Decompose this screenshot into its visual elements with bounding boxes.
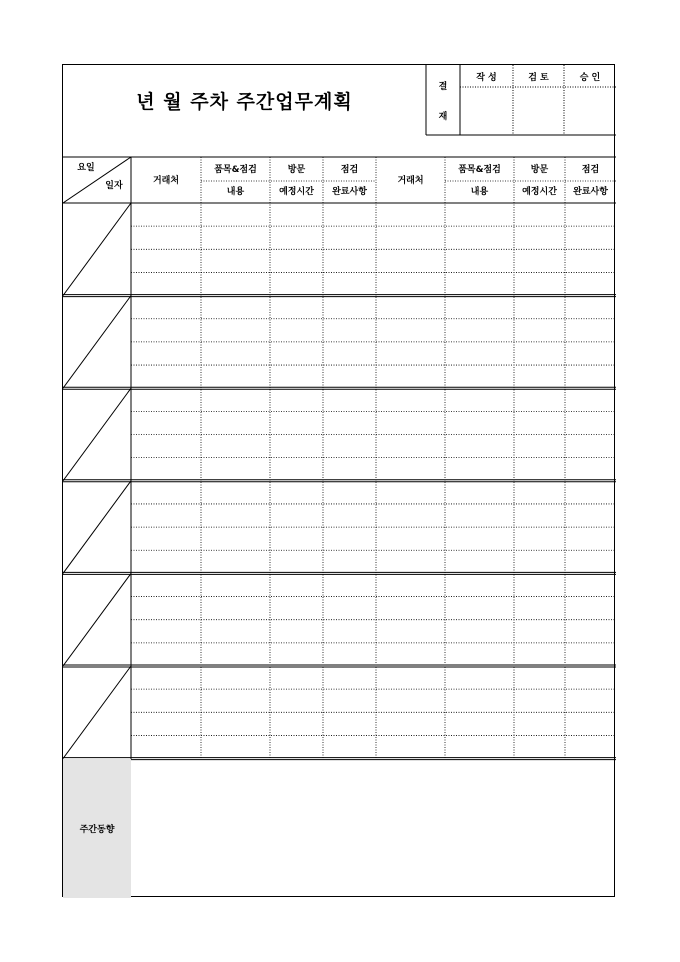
- plan-cell[interactable]: [323, 411, 376, 434]
- plan-cell[interactable]: [376, 226, 445, 249]
- plan-cell[interactable]: [565, 226, 616, 249]
- plan-cell[interactable]: [270, 712, 323, 735]
- plan-cell[interactable]: [201, 527, 270, 550]
- plan-cell[interactable]: [514, 504, 565, 527]
- approval-role-approver: 승 인: [579, 72, 601, 83]
- date-cell[interactable]: [63, 481, 131, 574]
- plan-cell[interactable]: [376, 666, 445, 689]
- plan-cell[interactable]: [270, 203, 323, 226]
- plan-cell[interactable]: [270, 458, 323, 481]
- plan-cell[interactable]: [514, 272, 565, 295]
- plan-cell[interactable]: [201, 689, 270, 712]
- plan-cell[interactable]: [201, 620, 270, 643]
- approval-side-label-bottom: 재: [438, 111, 448, 122]
- plan-cell[interactable]: [376, 435, 445, 458]
- col-header-check-1-line2: 완료사항: [332, 187, 367, 197]
- plan-cell[interactable]: [201, 365, 270, 388]
- plan-cell[interactable]: [514, 388, 565, 411]
- plan-cell[interactable]: [323, 527, 376, 550]
- plan-cell[interactable]: [270, 550, 323, 573]
- plan-cell[interactable]: [131, 481, 201, 504]
- plan-cell[interactable]: [445, 388, 514, 411]
- plan-cell[interactable]: [376, 365, 445, 388]
- plan-cell[interactable]: [565, 712, 616, 735]
- plan-cell[interactable]: [131, 527, 201, 550]
- plan-cell[interactable]: [270, 365, 323, 388]
- col-header-item-2: 품목&점검: [458, 165, 501, 175]
- plan-cell[interactable]: [131, 712, 201, 735]
- approval-sign-reviewer[interactable]: [513, 87, 564, 135]
- plan-cell[interactable]: [201, 504, 270, 527]
- plan-cell[interactable]: [376, 643, 445, 666]
- plan-cell[interactable]: [131, 272, 201, 295]
- plan-cell[interactable]: [323, 597, 376, 620]
- plan-cell[interactable]: [565, 620, 616, 643]
- plan-cell[interactable]: [270, 342, 323, 365]
- plan-cell[interactable]: [201, 712, 270, 735]
- col-header-client-1: 거래처: [152, 176, 180, 186]
- plan-cell[interactable]: [270, 226, 323, 249]
- plan-cell[interactable]: [270, 249, 323, 272]
- plan-cell[interactable]: [445, 411, 514, 434]
- plan-cell[interactable]: [323, 458, 376, 481]
- plan-cell[interactable]: [323, 573, 376, 596]
- weekly-plan-form: [62, 64, 615, 897]
- col-header-check-1: 점검: [340, 165, 359, 175]
- plan-cell[interactable]: [270, 597, 323, 620]
- plan-cell[interactable]: [376, 342, 445, 365]
- plan-cell[interactable]: [201, 597, 270, 620]
- plan-cell[interactable]: [270, 666, 323, 689]
- plan-cell[interactable]: [131, 411, 201, 434]
- plan-cell[interactable]: [565, 319, 616, 342]
- plan-cell[interactable]: [565, 666, 616, 689]
- plan-cell[interactable]: [201, 388, 270, 411]
- plan-cell[interactable]: [514, 296, 565, 319]
- plan-cell[interactable]: [131, 620, 201, 643]
- plan-cell[interactable]: [514, 458, 565, 481]
- plan-cell[interactable]: [376, 203, 445, 226]
- plan-cell[interactable]: [445, 527, 514, 550]
- plan-cell[interactable]: [131, 226, 201, 249]
- plan-cell[interactable]: [201, 666, 270, 689]
- col-header-visit-2: 방문: [530, 165, 549, 175]
- plan-cell[interactable]: [270, 504, 323, 527]
- plan-cell[interactable]: [445, 272, 514, 295]
- plan-cell[interactable]: [376, 296, 445, 319]
- col-header-check-2-line2: 완료사항: [573, 187, 608, 197]
- plan-cell[interactable]: [270, 735, 323, 758]
- plan-cell[interactable]: [201, 550, 270, 573]
- plan-cell[interactable]: [323, 296, 376, 319]
- plan-cell[interactable]: [323, 365, 376, 388]
- approval-sign-approver[interactable]: [564, 87, 616, 135]
- plan-cell[interactable]: [323, 550, 376, 573]
- plan-cell[interactable]: [565, 597, 616, 620]
- plan-cell[interactable]: [323, 689, 376, 712]
- plan-cell[interactable]: [445, 481, 514, 504]
- plan-cell[interactable]: [445, 249, 514, 272]
- plan-cell[interactable]: [131, 365, 201, 388]
- plan-cell[interactable]: [514, 689, 565, 712]
- plan-cell[interactable]: [565, 249, 616, 272]
- plan-cell[interactable]: [514, 319, 565, 342]
- plan-cell[interactable]: [514, 712, 565, 735]
- plan-cell[interactable]: [201, 411, 270, 434]
- plan-cell[interactable]: [131, 550, 201, 573]
- plan-cell[interactable]: [445, 643, 514, 666]
- plan-cell[interactable]: [270, 272, 323, 295]
- plan-cell[interactable]: [323, 342, 376, 365]
- plan-cell[interactable]: [514, 643, 565, 666]
- plan-cell[interactable]: [565, 643, 616, 666]
- date-cell[interactable]: [63, 203, 131, 296]
- plan-cell[interactable]: [323, 735, 376, 758]
- plan-cell[interactable]: [201, 296, 270, 319]
- plan-cell[interactable]: [376, 388, 445, 411]
- plan-cell[interactable]: [376, 689, 445, 712]
- plan-cell[interactable]: [131, 342, 201, 365]
- plan-cell[interactable]: [445, 620, 514, 643]
- col-header-check-2: 점검: [581, 165, 600, 175]
- plan-cell[interactable]: [323, 666, 376, 689]
- plan-cell[interactable]: [376, 573, 445, 596]
- plan-cell[interactable]: [131, 203, 201, 226]
- plan-cell[interactable]: [376, 550, 445, 573]
- plan-cell[interactable]: [514, 550, 565, 573]
- plan-cell[interactable]: [376, 620, 445, 643]
- plan-cell[interactable]: [131, 597, 201, 620]
- col-header-visit-2-line2: 예정시간: [522, 187, 557, 197]
- col-header-client-2: 거래처: [397, 176, 424, 186]
- header-corner-date: 일자: [105, 181, 123, 191]
- col-header-item-2-line2: 내용: [470, 187, 489, 197]
- date-cell[interactable]: [63, 296, 131, 389]
- plan-cell[interactable]: [131, 296, 201, 319]
- plan-cell[interactable]: [201, 481, 270, 504]
- plan-cell[interactable]: [565, 573, 616, 596]
- plan-cell[interactable]: [445, 365, 514, 388]
- plan-cell[interactable]: [323, 712, 376, 735]
- plan-cell[interactable]: [514, 435, 565, 458]
- col-header-item-1-line2: 내용: [226, 187, 245, 197]
- plan-cell[interactable]: [445, 597, 514, 620]
- plan-cell[interactable]: [323, 504, 376, 527]
- plan-cell[interactable]: [445, 319, 514, 342]
- plan-cell[interactable]: [131, 643, 201, 666]
- page-title: 년 월 주차 주간업무계획: [136, 90, 353, 113]
- plan-cell[interactable]: [270, 388, 323, 411]
- plan-cell[interactable]: [270, 296, 323, 319]
- summary-input-area[interactable]: [131, 759, 616, 898]
- plan-cell[interactable]: [376, 504, 445, 527]
- col-header-item-1: 품목&점검: [214, 165, 257, 175]
- plan-cell[interactable]: [514, 573, 565, 596]
- plan-cell[interactable]: [323, 643, 376, 666]
- summary-label: 주간동향: [79, 825, 115, 835]
- plan-cell[interactable]: [323, 481, 376, 504]
- plan-cell[interactable]: [514, 527, 565, 550]
- plan-cell[interactable]: [565, 735, 616, 758]
- plan-cell[interactable]: [201, 226, 270, 249]
- date-cell[interactable]: [63, 388, 131, 481]
- plan-cell[interactable]: [201, 458, 270, 481]
- plan-cell[interactable]: [270, 411, 323, 434]
- plan-cell[interactable]: [270, 573, 323, 596]
- plan-cell[interactable]: [565, 296, 616, 319]
- plan-cell[interactable]: [131, 735, 201, 758]
- approval-side-label-top: 결: [438, 81, 448, 92]
- plan-cell[interactable]: [323, 203, 376, 226]
- plan-cell[interactable]: [131, 458, 201, 481]
- date-cell[interactable]: [63, 573, 131, 666]
- plan-cell[interactable]: [445, 203, 514, 226]
- plan-cell[interactable]: [376, 735, 445, 758]
- plan-cell[interactable]: [514, 249, 565, 272]
- plan-cell[interactable]: [514, 226, 565, 249]
- plan-cell[interactable]: [445, 712, 514, 735]
- plan-cell[interactable]: [270, 319, 323, 342]
- plan-cell[interactable]: [323, 319, 376, 342]
- plan-cell[interactable]: [131, 319, 201, 342]
- plan-cell[interactable]: [565, 388, 616, 411]
- plan-cell[interactable]: [131, 504, 201, 527]
- plan-cell[interactable]: [270, 435, 323, 458]
- plan-cell[interactable]: [270, 481, 323, 504]
- plan-cell[interactable]: [270, 643, 323, 666]
- plan-cell[interactable]: [565, 435, 616, 458]
- plan-cell[interactable]: [131, 666, 201, 689]
- plan-cell[interactable]: [376, 411, 445, 434]
- plan-cell[interactable]: [565, 365, 616, 388]
- plan-cell[interactable]: [514, 342, 565, 365]
- plan-cell[interactable]: [376, 458, 445, 481]
- plan-cell[interactable]: [514, 203, 565, 226]
- plan-cell[interactable]: [201, 272, 270, 295]
- plan-cell[interactable]: [514, 411, 565, 434]
- plan-cell[interactable]: [445, 504, 514, 527]
- plan-cell[interactable]: [270, 689, 323, 712]
- approval-sign-author[interactable]: [460, 87, 513, 135]
- plan-cell[interactable]: [201, 249, 270, 272]
- plan-cell[interactable]: [131, 573, 201, 596]
- header-corner-weekday: 요일: [77, 163, 95, 173]
- plan-cell[interactable]: [565, 504, 616, 527]
- plan-cell[interactable]: [201, 319, 270, 342]
- plan-cell[interactable]: [270, 527, 323, 550]
- plan-cell[interactable]: [565, 527, 616, 550]
- plan-cell[interactable]: [565, 481, 616, 504]
- plan-cell[interactable]: [201, 573, 270, 596]
- plan-cell[interactable]: [201, 435, 270, 458]
- plan-cell[interactable]: [514, 620, 565, 643]
- approval-role-reviewer: 검 토: [528, 72, 549, 83]
- col-header-visit-1-line2: 예정시간: [279, 187, 314, 197]
- plan-cell[interactable]: [201, 342, 270, 365]
- plan-cell[interactable]: [131, 388, 201, 411]
- plan-cell[interactable]: [323, 249, 376, 272]
- col-header-visit-1: 방문: [287, 165, 306, 175]
- plan-cell[interactable]: [514, 735, 565, 758]
- plan-cell[interactable]: [445, 550, 514, 573]
- plan-cell[interactable]: [565, 411, 616, 434]
- plan-cell[interactable]: [445, 666, 514, 689]
- plan-cell[interactable]: [323, 388, 376, 411]
- plan-cell[interactable]: [445, 573, 514, 596]
- plan-cell[interactable]: [131, 249, 201, 272]
- approval-role-author: 작 성: [476, 72, 497, 83]
- plan-cell[interactable]: [565, 689, 616, 712]
- plan-cell[interactable]: [201, 643, 270, 666]
- plan-cell[interactable]: [323, 226, 376, 249]
- plan-cell[interactable]: [323, 620, 376, 643]
- plan-cell[interactable]: [445, 458, 514, 481]
- plan-cell[interactable]: [131, 435, 201, 458]
- plan-cell[interactable]: [565, 550, 616, 573]
- plan-cell[interactable]: [131, 689, 201, 712]
- plan-cell[interactable]: [514, 481, 565, 504]
- plan-cell[interactable]: [201, 203, 270, 226]
- plan-cell[interactable]: [565, 272, 616, 295]
- plan-cell[interactable]: [323, 272, 376, 295]
- plan-cell[interactable]: [445, 689, 514, 712]
- plan-cell[interactable]: [376, 272, 445, 295]
- plan-cell[interactable]: [323, 435, 376, 458]
- plan-cell[interactable]: [445, 342, 514, 365]
- plan-cell[interactable]: [514, 666, 565, 689]
- plan-cell[interactable]: [565, 458, 616, 481]
- plan-cell[interactable]: [514, 365, 565, 388]
- plan-cell[interactable]: [376, 481, 445, 504]
- date-cell[interactable]: [63, 666, 131, 759]
- plan-cell[interactable]: [445, 435, 514, 458]
- plan-cell[interactable]: [376, 712, 445, 735]
- plan-cell[interactable]: [376, 527, 445, 550]
- plan-cell[interactable]: [445, 735, 514, 758]
- plan-cell[interactable]: [565, 203, 616, 226]
- plan-cell[interactable]: [445, 226, 514, 249]
- plan-cell[interactable]: [565, 342, 616, 365]
- plan-cell[interactable]: [270, 620, 323, 643]
- plan-cell[interactable]: [514, 597, 565, 620]
- plan-cell[interactable]: [445, 296, 514, 319]
- plan-cell[interactable]: [376, 597, 445, 620]
- plan-cell[interactable]: [201, 735, 270, 758]
- plan-cell[interactable]: [376, 319, 445, 342]
- plan-cell[interactable]: [376, 249, 445, 272]
